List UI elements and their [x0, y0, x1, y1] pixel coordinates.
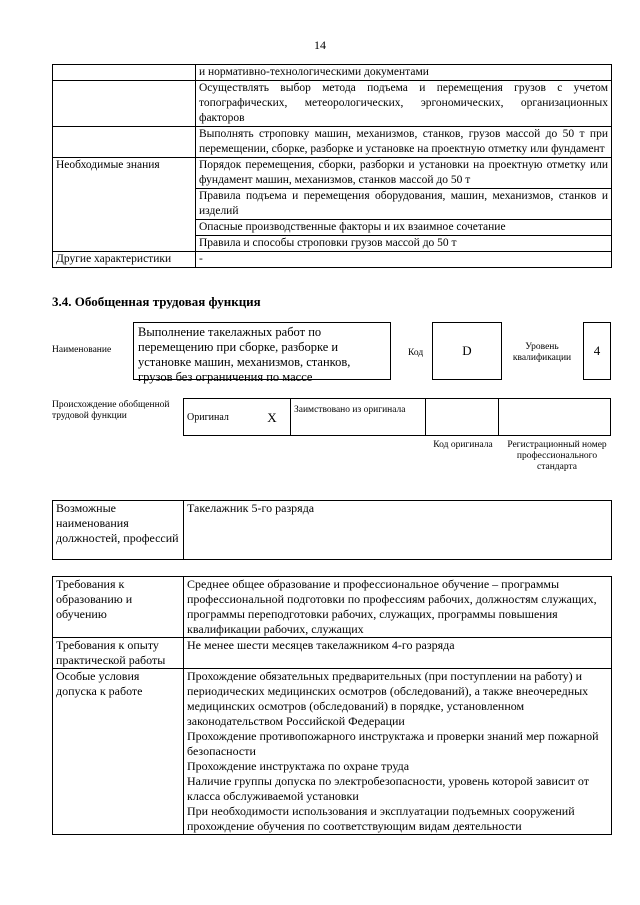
reg-number-cell	[499, 399, 611, 436]
origin-table	[183, 398, 611, 436]
row-label-other: Другие характеристики	[53, 252, 196, 268]
special-conditions-value	[184, 669, 612, 835]
condition-item: Наличие группы допуска по электробезопасности, уровень которой зависит от класса обслуживаемой установки	[187, 774, 590, 803]
row-text: Осуществлять выбор метода подъема и перемещения грузов с учетом топографических, метеорологических, эргономических, организационных факторов	[196, 81, 612, 127]
name-label: Наименование	[52, 345, 112, 355]
reg-caption: Регистрационный номер профессионального стандарта	[507, 440, 607, 472]
code-caption: Код оригинала	[433, 440, 493, 450]
education-label: Требования к образованию и обучению	[53, 577, 184, 638]
requirements-table	[52, 576, 612, 835]
page-number: 14	[314, 38, 326, 52]
table-row	[53, 127, 612, 158]
table-row	[53, 638, 612, 669]
row-text: Порядок перемещения, сборки, разборки и установки на проектную отметку или фундамент машин, механизмов, станков массой до 50 т	[196, 158, 612, 189]
borrowed-label: Заимствовано из оригинала	[291, 399, 426, 436]
row-text: Правила подъема и перемещения оборудования, машин, механизмов, станков и изделий	[196, 189, 612, 220]
condition-item: Прохождение противопожарного инструктажа и проверки знаний мер пожарной безопасности	[187, 729, 599, 758]
code-value: D	[462, 343, 472, 358]
table-row	[53, 577, 612, 638]
table-row	[53, 81, 612, 127]
special-conditions-label: Особые условия допуска к работе	[53, 669, 184, 835]
row-text: Выполнять строповку машин, механизмов, станков, грузов массой до 50 т при перемещении, сборке, разборке и установке на проектную отметку или фундамент	[196, 127, 612, 158]
row-text: Правила и способы строповки грузов массой до 50 т	[196, 236, 612, 252]
experience-value: Не менее шести месяцев такелажником 4-го разряда	[184, 638, 612, 669]
experience-label: Требования к опыту практической работы	[53, 638, 184, 669]
function-name: Выполнение такелажных работ по перемещению при сборке, разборке и установке машин, механизмов, станков, грузов без ограничения по массе	[138, 325, 351, 384]
original-code-cell	[426, 399, 499, 436]
code-label: Код	[408, 348, 424, 358]
condition-item: При необходимости использования и эксплуатации подъемных сооружений прохождение обучения по соответствующим видам деятельности	[187, 804, 575, 833]
function-name-box	[133, 322, 391, 384]
row-label	[53, 81, 196, 127]
table-row	[53, 158, 612, 189]
row-text: и нормативно-технологическими документами	[196, 65, 612, 81]
table-row	[53, 501, 612, 560]
positions-label: Возможные наименования должностей, профессий	[53, 501, 184, 560]
table-row	[53, 669, 612, 835]
positions-value: Такелажник 5-го разряда	[184, 501, 612, 560]
row-label-knowledge: Необходимые знания	[53, 158, 196, 252]
level-label: Уровень квалификации	[512, 342, 572, 363]
row-text: -	[196, 252, 612, 268]
original-mark: X	[254, 399, 291, 436]
level-box	[583, 322, 611, 380]
original-label: Оригинал	[184, 399, 255, 436]
level-value: 4	[593, 343, 601, 358]
table-row	[184, 399, 611, 436]
table-row	[53, 252, 612, 268]
row-label	[53, 65, 196, 81]
condition-item: Прохождение обязательных предварительных (при поступлении на работу) и периодических медицинских осмотров (обследований), а также внеочередных медицинских осмотров (обследований) в порядке, установленном законодательством Российской Федерации	[187, 669, 589, 728]
code-box	[432, 322, 502, 380]
row-text: Опасные производственные факторы и их взаимное сочетание	[196, 220, 612, 236]
section-title: 3.4. Обобщенная трудовая функция	[52, 294, 261, 309]
skills-knowledge-table	[52, 64, 612, 268]
row-label	[53, 127, 196, 158]
education-value: Среднее общее образование и профессиональное обучение – программы профессиональной подготовки по профессиям рабочих, должностям служащих, программы переподготовки рабочих, служащих, программы повышения квалификации рабочих, служащих	[184, 577, 612, 638]
origin-label: Происхождение обобщенной трудовой функции	[52, 400, 170, 421]
positions-table	[52, 500, 612, 560]
condition-item: Прохождение инструктажа по охране труда	[187, 759, 410, 773]
table-row	[53, 65, 612, 81]
